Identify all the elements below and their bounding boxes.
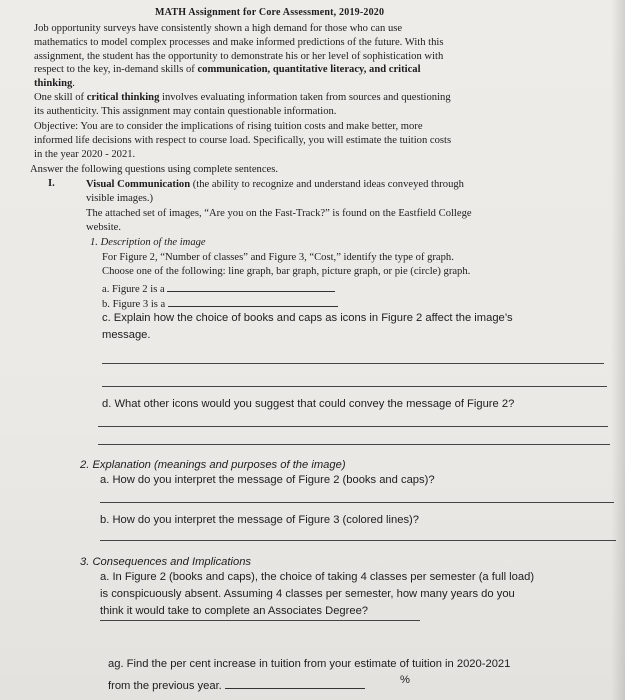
intro-line: assignment, the student has the opportunity to demonstrate his or her level of sophistication with <box>34 51 444 62</box>
question-1-label: 1. Description of the image <box>90 237 206 248</box>
question-1c: c. Explain how the choice of books and caps as icons in Figure 2 affect the image’s <box>102 312 513 324</box>
intro-line <box>34 63 421 76</box>
question-3ag: ag. Find the per cent increase in tuition from your estimate of tuition in 2020-2021 <box>108 658 511 670</box>
question-2b: b. How do you interpret the message of Figure 3 (colored lines)? <box>100 514 420 526</box>
question-3ag-cont: from the previous year. <box>108 678 365 693</box>
objective-line: in the year 2020 - 2021. <box>34 149 136 160</box>
section-text: website. <box>86 222 122 233</box>
intro-text: respect to the key, in-demand skills of <box>34 64 195 75</box>
question-1c-cont: message. <box>102 329 151 341</box>
key-skill-thinking: thinking <box>34 78 73 89</box>
percent-sign: % <box>400 674 410 686</box>
question-2a: a. How do you interpret the message of Figure 2 (books and caps)? <box>100 474 435 486</box>
question-3a-cont: is conspicuously absent. Assuming 4 classes per semester, how many years do you <box>100 588 515 600</box>
answer-line[interactable] <box>98 426 608 427</box>
answer-line[interactable] <box>100 502 614 503</box>
intro-line: mathematics to model complex processes and make informed predictions of the future. With this <box>34 37 444 48</box>
intro-line <box>34 91 451 104</box>
question-2-label: 2. Explanation (meanings and purposes of the image) <box>80 459 346 471</box>
key-skills: communication, quantitative literacy, and critical <box>197 64 421 75</box>
answer-line[interactable] <box>102 386 607 387</box>
critical-thinking-term: critical thinking <box>86 92 160 103</box>
intro-line: Job opportunity surveys have consistently shown a high demand for those who can use <box>34 23 403 34</box>
answer-line[interactable] <box>98 444 610 445</box>
intro-text: involves evaluating information taken from sources and questioning <box>159 92 451 103</box>
answer-blank[interactable] <box>168 296 338 307</box>
question-3-label: 3. Consequences and Implications <box>80 556 252 568</box>
question-3a-cont: think it would take to complete an Associates Degree? <box>100 605 369 617</box>
section-numeral: I. <box>48 178 55 189</box>
question-text: For Figure 2, “Number of classes” and Figure 3, “Cost,” identify the type of graph. <box>102 252 454 263</box>
page-edge-shadow <box>611 0 625 700</box>
instructions: Answer the following questions using complete sentences. <box>30 164 279 175</box>
page-title: MATH Assignment for Core Assessment, 2019-2020 <box>155 7 385 18</box>
question-text: Choose one of the following: line graph, bar graph, picture graph, or pie (circle) graph. <box>102 266 471 277</box>
section-heading: Visual Communication (the ability to recognize and understand ideas conveyed through <box>86 179 464 190</box>
intro-text: One skill of <box>34 92 85 103</box>
percent-answer-blank[interactable] <box>225 678 365 689</box>
answer-line[interactable] <box>100 620 420 621</box>
intro-line: its authenticity. This assignment may contain questionable information. <box>34 106 337 117</box>
section-heading-cont: visible images.) <box>86 193 154 204</box>
question-1b: b. Figure 3 is a <box>102 296 338 311</box>
answer-line[interactable] <box>102 363 604 364</box>
objective-line: Objective: You are to consider the implications of rising tuition costs and make better, more <box>34 121 423 132</box>
answer-line[interactable] <box>100 540 616 541</box>
answer-blank[interactable] <box>167 281 335 292</box>
intro-line: thinking. <box>34 78 75 89</box>
question-1a: a. Figure 2 is a <box>102 281 335 296</box>
objective-line: informed life decisions with respect to course load. Specifically, you will estimate the tuition costs <box>34 135 452 146</box>
question-3a: a. In Figure 2 (books and caps), the choice of taking 4 classes per semester (a full load) <box>100 571 535 583</box>
section-text: The attached set of images, “Are you on the Fast-Track?” is found on the Eastfield College <box>86 208 472 219</box>
question-1d: d. What other icons would you suggest that could convey the message of Figure 2? <box>102 398 515 410</box>
